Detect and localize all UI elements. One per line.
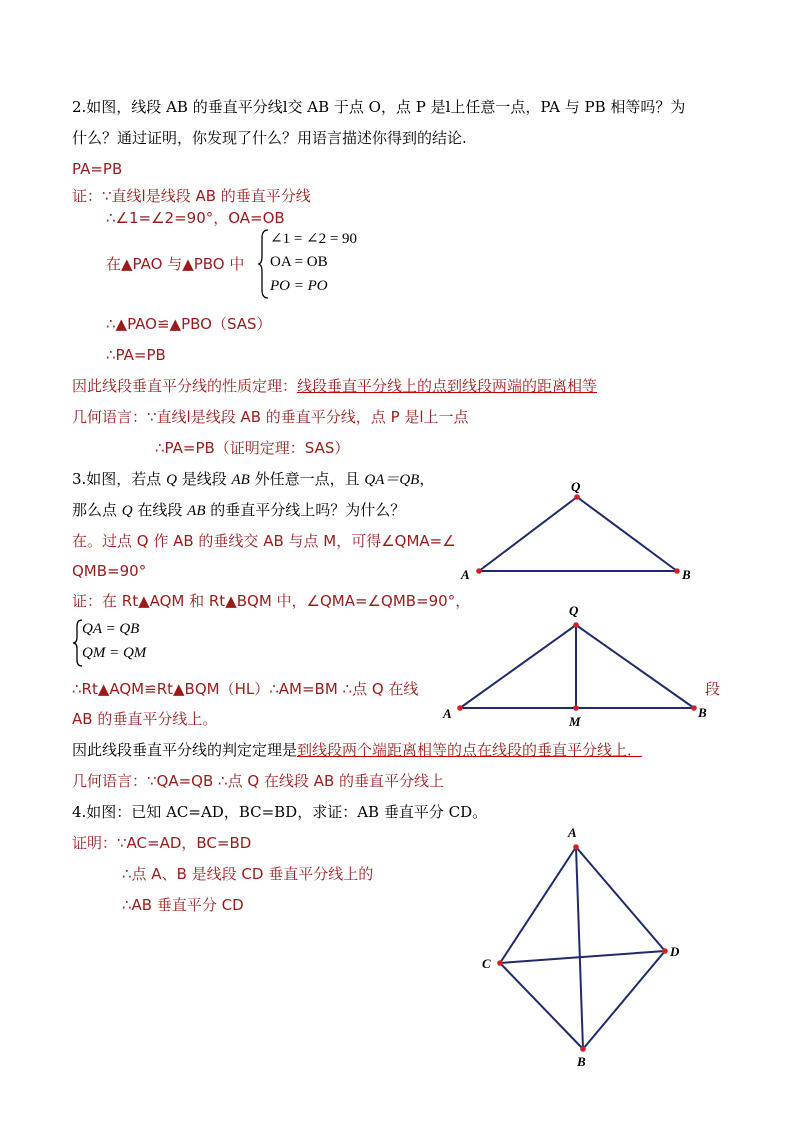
q3-line2-part-c: 的垂直平分线上吗？为什么？ <box>205 501 406 519</box>
q3-system-line-2: QM = QM <box>82 645 147 661</box>
fig2-label-b: B <box>698 705 707 720</box>
q4-proof-line-3: ∴AB 垂直平分 CD <box>122 896 244 914</box>
q3-theorem <box>72 740 642 760</box>
fig3-segment-cd <box>500 951 665 963</box>
q2-proof-conclusion: ∴PA=PB <box>106 346 166 364</box>
q2-proof-congruent: ∴▲PAO≌▲PBO（SAS） <box>106 315 272 333</box>
q2-brace <box>258 228 270 300</box>
q3-line1-part-b: 是线段 <box>176 470 232 488</box>
q2-text-line-1: 2.如图，线段 AB 的垂直平分线l交 AB 于点 O，点 P 是l上任意一点，PA 与 PB 相等吗？为 <box>72 98 686 116</box>
fig2-point-b <box>691 705 697 711</box>
q3-theorem-prefix: 因此线段垂直平分线的判定定理是 <box>72 741 298 759</box>
q2-system-line-2: OA = OB <box>270 254 328 270</box>
q3-text-line-2 <box>72 500 405 521</box>
q2-system-line-3: PO = PO <box>270 278 328 294</box>
fig2-segment-aq <box>460 625 576 708</box>
figure-kite-acbd <box>470 820 695 1075</box>
fig3-segment-db <box>583 951 665 1049</box>
q3-line1-part-c: 外任意一点，且 <box>249 470 365 488</box>
fig1-label-b: B <box>682 567 691 582</box>
q3-proof-line-3: AB 的垂直平分线上。 <box>72 710 218 728</box>
fig3-point-d <box>662 948 668 954</box>
q2-text-line-2: 什么？通过证明，你发现了什么？用语言描述你得到的结论. <box>72 129 467 147</box>
q3-point-q: Q <box>166 472 177 488</box>
fig3-segment-ac <box>500 847 576 963</box>
fig3-segment-ad <box>576 847 665 951</box>
fig1-segment-aq <box>479 497 577 571</box>
q3-point-q-2: Q <box>121 503 133 519</box>
fig1-point-b <box>674 568 680 574</box>
fig3-label-b: B <box>577 1054 586 1069</box>
fig3-point-c <box>497 960 503 966</box>
fig3-label-c: C <box>482 956 491 971</box>
fig2-label-a: A <box>443 706 452 721</box>
q2-answer: PA=PB <box>72 160 123 178</box>
fig3-point-b <box>580 1046 586 1052</box>
fig3-segment-cb <box>500 963 583 1049</box>
q3-proof-line-1: 证：在 Rt▲AQM 和 Rt▲BQM 中，∠QMA=∠QMB=90°， <box>72 592 471 610</box>
fig1-label-q: Q <box>571 479 581 494</box>
fig1-point-a <box>476 568 482 574</box>
q3-proof-line-2-tail: 段 <box>705 680 721 698</box>
figure-triangle-aqb-altitude <box>438 598 721 733</box>
q2-proof-line-2: ∴∠1=∠2=90°，OA=OB <box>106 209 285 227</box>
q2-theorem-prefix: 因此线段垂直平分线的性质定理： <box>72 377 298 395</box>
figure-triangle-aqb <box>455 475 705 590</box>
q3-segment-ab: AB <box>231 472 250 488</box>
fig3-label-d: D <box>670 944 680 959</box>
q3-line1-part-d: ， <box>419 470 435 488</box>
q3-segment-ab-2: AB <box>187 503 206 519</box>
q4-proof-line-1: 证明：∵AC=AD，BC=BD <box>72 834 252 852</box>
q2-theorem <box>72 376 597 396</box>
q2-proof-line-1: 证：∵直线l是线段 AB 的垂直平分线 <box>72 187 311 205</box>
q3-system-line-1: QA = QB <box>82 621 140 637</box>
fig2-label-m: M <box>569 714 581 729</box>
q3-answer-line-2: QMB=90° <box>72 562 147 580</box>
fig2-point-q <box>573 622 579 628</box>
fig3-point-a <box>573 844 579 850</box>
fig2-point-m <box>573 705 579 711</box>
fig3-label-a: A <box>568 825 577 840</box>
q3-qa-eq-qb: QA＝QB <box>364 472 420 488</box>
q3-line2-part-b: 在线段 <box>132 501 188 519</box>
fig1-segment-qb <box>577 497 677 571</box>
q2-geometric-conclusion: ∴PA=PB（证明定理：SAS） <box>155 439 350 457</box>
q2-in-triangles: 在▲PAO 与▲PBO 中 <box>106 255 245 273</box>
q3-answer-line-1: 在。过点 Q 作 AB 的垂线交 AB 与点 M，可得∠QMA=∠ <box>72 532 456 550</box>
q3-line2-part-a: 那么点 <box>72 501 122 519</box>
q2-theorem-text: 线段垂直平分线上的点到线段两端的距离相等 <box>297 377 598 395</box>
q2-system-line-1: ∠1 = ∠2 = 90 <box>270 231 358 247</box>
q4-text-line-1: 4.如图：已知 AC=AD，BC=BD，求证：AB 垂直平分 CD。 <box>72 803 488 821</box>
q3-text-line-1 <box>72 469 434 490</box>
fig2-label-q: Q <box>569 603 579 618</box>
fig3-segment-ab <box>576 847 583 1049</box>
q3-proof-line-2: ∴Rt▲AQM≌Rt▲BQM（HL）∴AM=BM ∴点 Q 在线 <box>72 680 419 698</box>
fig1-label-a: A <box>461 567 470 582</box>
fig2-segment-qb <box>576 625 694 708</box>
q3-geometric-language: 几何语言：∵QA=QB ∴点 Q 在线段 AB 的垂直平分线上 <box>72 772 445 790</box>
fig1-point-q <box>574 494 580 500</box>
q2-geometric-language: 几何语言：∵直线l是线段 AB 的垂直平分线，点 P 是l上一点 <box>72 408 469 426</box>
q3-line1-part-a: 3.如图，若点 <box>72 470 167 488</box>
q4-proof-line-2: ∴点 A、B 是线段 CD 垂直平分线上的 <box>122 865 374 883</box>
fig2-point-a <box>457 705 463 711</box>
q3-theorem-text: 到线段两个端距离相等的点在线段的垂直平分线上． <box>297 741 643 759</box>
